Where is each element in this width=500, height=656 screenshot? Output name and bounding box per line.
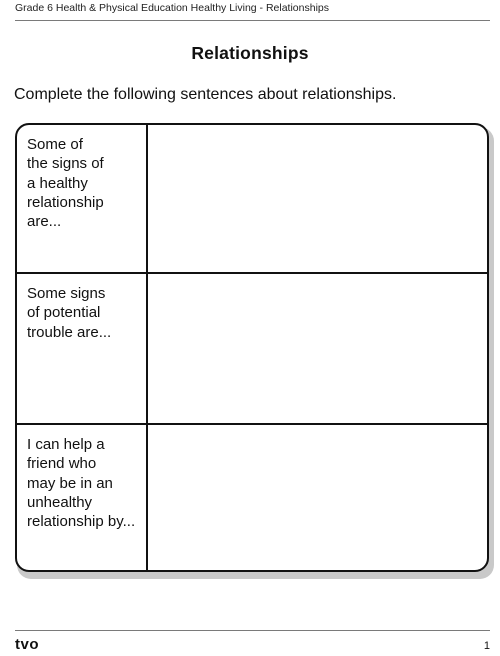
answer-box-trouble-signs[interactable] — [148, 274, 487, 423]
prompt-help-friend: I can help a friend who may be in an unhealthy relationship by... — [17, 425, 148, 572]
relationships-table — [15, 123, 489, 572]
header-divider — [15, 20, 490, 21]
answer-box-help-friend[interactable] — [148, 425, 487, 572]
prompt-trouble-signs: Some signs of potential trouble are... — [17, 274, 148, 423]
page-number: 1 — [483, 640, 490, 652]
answer-box-healthy-signs[interactable] — [148, 125, 487, 272]
table-row — [17, 425, 487, 572]
footer-divider — [15, 630, 490, 631]
table-row — [17, 125, 487, 274]
instructions-text: Complete the following sentences about relationships. — [14, 86, 397, 103]
document-header: Grade 6 Health & Physical Education Healthy Living - Relationships — [15, 2, 330, 14]
table-row — [17, 274, 487, 425]
tvo-logo: tvo — [15, 636, 39, 653]
prompt-healthy-signs: Some of the signs of a healthy relationship are... — [17, 125, 148, 272]
page-title: Relationships — [191, 43, 309, 63]
